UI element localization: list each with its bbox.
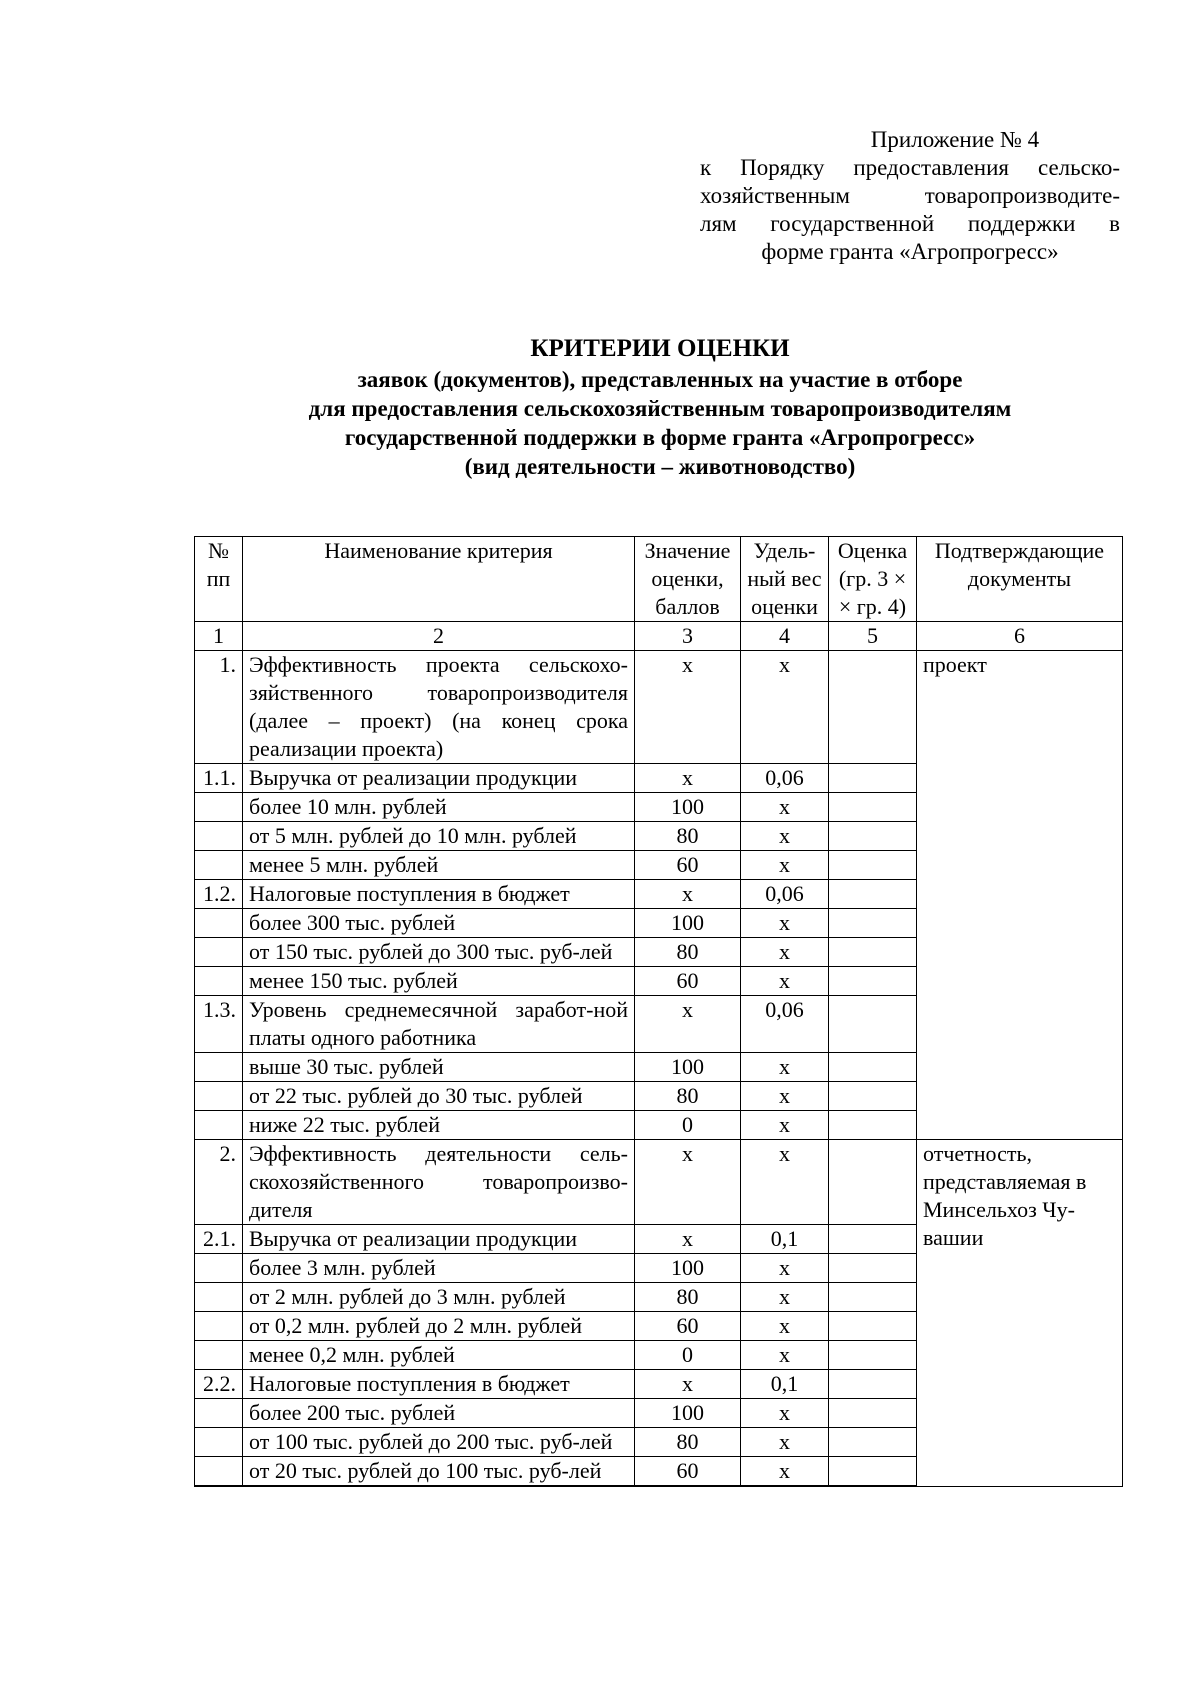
criterion-name: от 5 млн. рублей до 10 млн. рублей: [243, 822, 635, 851]
criterion-name: более 200 тыс. рублей: [243, 1399, 635, 1428]
criterion-weight: х: [741, 651, 829, 764]
row-number: 1.3.: [195, 996, 243, 1053]
annex-title: Приложение № 4: [870, 127, 1040, 152]
criterion-value: 80: [635, 938, 741, 967]
criterion-weight: х: [741, 909, 829, 938]
criterion-weight: х: [741, 1254, 829, 1283]
header-name: Наименование критерия: [243, 537, 635, 622]
column-numbers-row: [195, 622, 1123, 651]
column-number: 4: [741, 622, 829, 651]
column-number: 3: [635, 622, 741, 651]
document-title: КРИТЕРИИ ОЦЕНКИ: [530, 335, 790, 362]
header-no: № пп: [195, 537, 243, 622]
criterion-weight: х: [741, 1399, 829, 1428]
document-title-block: [150, 333, 1170, 481]
criterion-weight: х: [741, 822, 829, 851]
row-number: [195, 851, 243, 880]
row-number: 1.2.: [195, 880, 243, 909]
row-number: 2.1.: [195, 1225, 243, 1254]
row-number: [195, 1428, 243, 1457]
criterion-name: Эффективность деятельности сель-скохозяйственного товаропроизво-дителя: [243, 1140, 635, 1225]
row-number: [195, 1283, 243, 1312]
criterion-score: [829, 938, 917, 967]
criterion-value: х: [635, 1140, 741, 1225]
criterion-value: 60: [635, 967, 741, 996]
row-number: 1.1.: [195, 764, 243, 793]
row-number: [195, 967, 243, 996]
criterion-score: [829, 1254, 917, 1283]
criterion-value: 100: [635, 793, 741, 822]
criterion-weight: х: [741, 1312, 829, 1341]
column-number: 6: [917, 622, 1123, 651]
criterion-value: 60: [635, 851, 741, 880]
row-number: 2.2.: [195, 1370, 243, 1399]
criterion-weight: х: [741, 1283, 829, 1312]
row-number: 2.: [195, 1140, 243, 1225]
table-row: [195, 651, 1123, 764]
criterion-value: 60: [635, 1457, 741, 1487]
criterion-weight: х: [741, 1111, 829, 1140]
document-subtitle-line: заявок (документов), представленных на участие в отборе: [357, 367, 963, 392]
document-subtitle-line: (вид деятельности – животноводство): [464, 454, 856, 479]
criterion-value: 80: [635, 822, 741, 851]
criterion-value: х: [635, 880, 741, 909]
criterion-score: [829, 851, 917, 880]
criterion-score: [829, 1312, 917, 1341]
criterion-value: 80: [635, 1283, 741, 1312]
document-subtitle-line: для предоставления сельскохозяйственным товаропроизводителям: [308, 396, 1012, 421]
criterion-value: х: [635, 764, 741, 793]
criterion-name: более 300 тыс. рублей: [243, 909, 635, 938]
column-number: 2: [243, 622, 635, 651]
criterion-weight: 0,06: [741, 996, 829, 1053]
row-number: [195, 1312, 243, 1341]
annex-line: к Порядку предоставления сельско-: [700, 155, 1120, 180]
criterion-weight: х: [741, 1053, 829, 1082]
row-number: [195, 909, 243, 938]
document-subtitle-line: государственной поддержки в форме гранта «Агропрогресс»: [344, 425, 976, 450]
criterion-weight: х: [741, 1140, 829, 1225]
criterion-weight: 0,06: [741, 764, 829, 793]
criterion-value: 80: [635, 1428, 741, 1457]
criterion-weight: х: [741, 1457, 829, 1487]
criterion-score: [829, 1283, 917, 1312]
criterion-weight: 0,1: [741, 1370, 829, 1399]
criterion-weight: х: [741, 851, 829, 880]
criterion-name: менее 150 тыс. рублей: [243, 967, 635, 996]
criterion-value: 100: [635, 1053, 741, 1082]
criterion-name: Налоговые поступления в бюджет: [243, 1370, 635, 1399]
criterion-value: 0: [635, 1111, 741, 1140]
table-header-row: [195, 537, 1123, 622]
criterion-name: менее 0,2 млн. рублей: [243, 1341, 635, 1370]
criterion-score: [829, 1225, 917, 1254]
supporting-documents: отчетность, представляемая в Минсельхоз Чу-вашии: [917, 1140, 1123, 1487]
criterion-name: ниже 22 тыс. рублей: [243, 1111, 635, 1140]
criterion-score: [829, 1428, 917, 1457]
row-number: [195, 1082, 243, 1111]
criterion-score: [829, 1457, 917, 1487]
row-number: [195, 1341, 243, 1370]
criterion-weight: х: [741, 1341, 829, 1370]
criterion-score: [829, 1140, 917, 1225]
annex-line: форме гранта «Агропрогресс»: [761, 239, 1059, 264]
criterion-weight: х: [741, 1082, 829, 1111]
column-number: 1: [195, 622, 243, 651]
annex-header: [700, 126, 1120, 266]
criterion-value: 60: [635, 1312, 741, 1341]
criterion-name: более 3 млн. рублей: [243, 1254, 635, 1283]
criteria-table: [194, 536, 1123, 1487]
criterion-value: 100: [635, 1399, 741, 1428]
criterion-score: [829, 1341, 917, 1370]
supporting-documents: проект: [917, 651, 1123, 1140]
row-number: [195, 793, 243, 822]
criterion-value: х: [635, 1225, 741, 1254]
criterion-score: [829, 822, 917, 851]
row-number: [195, 1111, 243, 1140]
row-number: [195, 1053, 243, 1082]
criterion-value: х: [635, 1370, 741, 1399]
criterion-name: выше 30 тыс. рублей: [243, 1053, 635, 1082]
criterion-weight: х: [741, 793, 829, 822]
criterion-value: 100: [635, 909, 741, 938]
criterion-name: от 2 млн. рублей до 3 млн. рублей: [243, 1283, 635, 1312]
criterion-value: 100: [635, 1254, 741, 1283]
criterion-score: [829, 793, 917, 822]
criterion-name: от 150 тыс. рублей до 300 тыс. руб-лей: [243, 938, 635, 967]
criterion-score: [829, 1111, 917, 1140]
header-value: Значение оценки, баллов: [635, 537, 741, 622]
row-number: [195, 1254, 243, 1283]
row-number: [195, 1457, 243, 1487]
criterion-score: [829, 967, 917, 996]
annex-line: лям государственной поддержки в: [700, 211, 1120, 236]
table-row: [195, 1140, 1123, 1225]
header-weight: Удель-ный вес оценки: [741, 537, 829, 622]
criterion-score: [829, 996, 917, 1053]
column-number: 5: [829, 622, 917, 651]
criterion-score: [829, 909, 917, 938]
criterion-name: Уровень среднемесячной заработ-ной платы одного работника: [243, 996, 635, 1053]
criterion-name: от 20 тыс. рублей до 100 тыс. руб-лей: [243, 1457, 635, 1487]
header-score: Оценка (гр. 3 × × гр. 4): [829, 537, 917, 622]
criterion-weight: х: [741, 938, 829, 967]
criterion-score: [829, 1399, 917, 1428]
criterion-name: менее 5 млн. рублей: [243, 851, 635, 880]
criterion-name: от 0,2 млн. рублей до 2 млн. рублей: [243, 1312, 635, 1341]
criteria-table-body: [195, 537, 1123, 1487]
header-docs: Подтверждающие документы: [917, 537, 1123, 622]
criterion-value: 80: [635, 1082, 741, 1111]
criterion-name: Эффективность проекта сельскохо-зяйственного товаропроизводителя (далее – проект) (на конец срока реализации проекта): [243, 651, 635, 764]
row-number: 1.: [195, 651, 243, 764]
annex-line: хозяйственным товаропроизводите-: [700, 183, 1120, 208]
criterion-name: более 10 млн. рублей: [243, 793, 635, 822]
criterion-weight: х: [741, 1428, 829, 1457]
row-number: [195, 822, 243, 851]
criterion-score: [829, 651, 917, 764]
criterion-score: [829, 1370, 917, 1399]
criterion-name: от 22 тыс. рублей до 30 тыс. рублей: [243, 1082, 635, 1111]
criterion-score: [829, 880, 917, 909]
criterion-score: [829, 1053, 917, 1082]
criterion-weight: 0,06: [741, 880, 829, 909]
criterion-value: х: [635, 651, 741, 764]
criterion-weight: х: [741, 967, 829, 996]
criterion-value: х: [635, 996, 741, 1053]
criterion-score: [829, 1082, 917, 1111]
criterion-value: 0: [635, 1341, 741, 1370]
criterion-weight: 0,1: [741, 1225, 829, 1254]
row-number: [195, 1399, 243, 1428]
criterion-name: Налоговые поступления в бюджет: [243, 880, 635, 909]
row-number: [195, 938, 243, 967]
criterion-name: Выручка от реализации продукции: [243, 1225, 635, 1254]
criterion-name: Выручка от реализации продукции: [243, 764, 635, 793]
criterion-name: от 100 тыс. рублей до 200 тыс. руб-лей: [243, 1428, 635, 1457]
criterion-score: [829, 764, 917, 793]
